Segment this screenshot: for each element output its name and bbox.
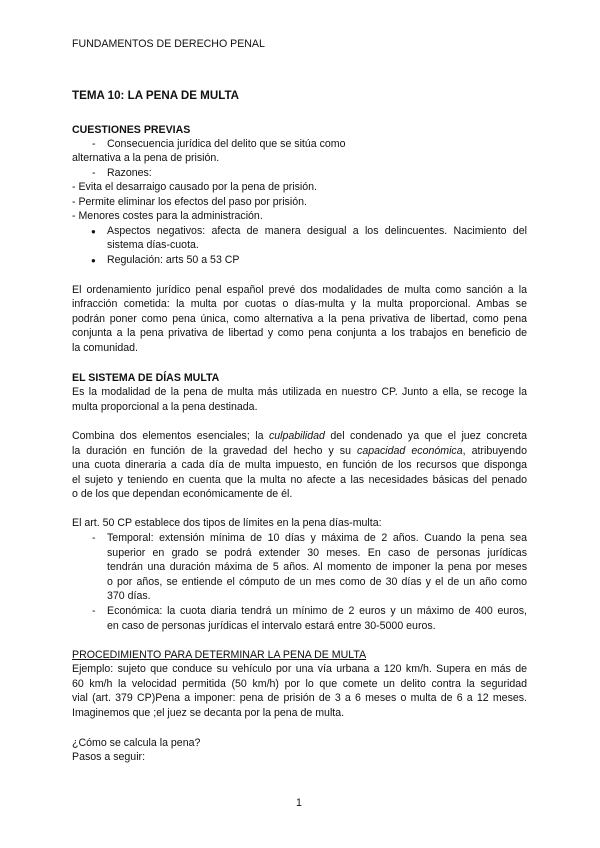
- paragraph-line-culpabilidad: Combina dos elementos esenciales; la culpabilidad del condenado ya que el juez concreta: [72, 430, 527, 442]
- section-heading-procedimiento: PROCEDIMIENTO PARA DETERMINAR LA PENA DE MULTA: [72, 649, 367, 661]
- list-item-consecuencia: Consecuencia jurídica del delito que se sitúa como: [107, 138, 346, 150]
- limit-temporal-line: Temporal: extensión mínima de 10 días y máxima de 2 años. Cuando la pena sea: [107, 532, 527, 544]
- paragraph-line: conjunta a la pena privativa de libertad y como pena conjunta a los trabajos en beneficio de: [72, 327, 527, 339]
- document-title: TEMA 10: LA PENA DE MULTA: [72, 89, 240, 102]
- section-heading-cuestiones: CUESTIONES PREVIAS: [72, 124, 191, 136]
- paragraph-line: El ordenamiento jurídico penal español prevé dos modalidades de multa como sanción a la: [72, 284, 527, 296]
- list-item-razones: Razones:: [107, 167, 152, 179]
- list-dash: -: [92, 532, 96, 544]
- running-header: FUNDAMENTOS DE DERECHO PENAL: [72, 38, 265, 50]
- list-dash: -: [92, 605, 96, 617]
- example-line: Imaginemos que ;el juez se decanta por la pena de multa.: [72, 707, 345, 719]
- paragraph-line: infracción cometida: la multa por cuotas o días-multa y la multa proporcional. Ambas se: [72, 298, 527, 310]
- limit-economica-line: Económica: la cuota diaria tendrá un mínimo de 2 euros y un máximo de 400 euros,: [107, 605, 527, 617]
- list-item-consecuencia-cont: alternativa a la pena de prisión.: [72, 152, 220, 164]
- limit-economica-line: en caso de personas jurídicas el intervalo estará entre 30-5000 euros.: [107, 620, 436, 632]
- question-line: ¿Cómo se calcula la pena?: [72, 737, 201, 749]
- paragraph-line: el sujeto y teniendo en cuenta que la multa no afecte a las necesidades básicas del penado: [72, 474, 527, 486]
- bullet-item-regulacion: Regulación: arts 50 a 53 CP: [107, 254, 240, 266]
- bullet-item-aspectos: Aspectos negativos: afecta de manera desigual a los delincuentes. Nacimiento del: [107, 225, 527, 237]
- paragraph-line: o de los que dependan económicamente de él.: [72, 488, 293, 500]
- section-heading-dias-multa: EL SISTEMA DE DÍAS MULTA: [72, 372, 220, 384]
- bullet-icon: ●: [91, 227, 96, 236]
- limit-temporal-line: superior en grado se podrá extender 30 meses. En caso de personas jurídicas: [107, 547, 527, 559]
- paragraph-line: la comunidad.: [72, 342, 138, 354]
- paragraph-line-capacidad: la duración en función de la gravedad del hecho y su capacidad económica, atribuyendo: [72, 445, 527, 457]
- emphasis-culpabilidad: culpabilidad: [268, 430, 325, 442]
- paragraph-line: multa proporcional a la pena destinada.: [72, 401, 258, 413]
- page-number: 1: [296, 797, 302, 809]
- limit-temporal-line: 370 días.: [107, 590, 151, 602]
- bullet-item-aspectos-cont: sistema días-cuota.: [107, 239, 199, 251]
- reason-line: - Menores costes para la administración.: [72, 210, 263, 222]
- limit-temporal-line: tendrán una duración máxima de 5 años. Al momento de imponer la pena por meses: [107, 561, 527, 573]
- example-line: vial (art. 379 CP)Pena a imponer: pena de prisión de 3 a 6 meses o multa de 6 a 12 meses.: [72, 692, 527, 704]
- limit-temporal-line: o por años, se entiende el cómputo de un mes como de 30 días y el de un año como: [107, 576, 527, 588]
- paragraph-line: Es la modalidad de la pena de multa más utilizada en nuestro CP. Junto a ella, se recoge la: [72, 386, 527, 398]
- list-dash: -: [92, 167, 96, 179]
- emphasis-capacidad-economica: capacidad económica: [357, 445, 463, 457]
- steps-line: Pasos a seguir:: [72, 751, 146, 763]
- example-line: Ejemplo: sujeto que conduce su vehículo por una vía urbana a 120 km/h. Supera en más de: [72, 663, 527, 675]
- paragraph-line: El art. 50 CP establece dos tipos de límites en la pena días-multa:: [72, 517, 382, 529]
- reason-line: - Evita el desarraigo causado por la pena de prisión.: [72, 181, 317, 193]
- paragraph-line: una cuota dineraria a cada día de multa impuesto, en función de los recursos que disponga: [72, 459, 527, 471]
- list-dash: -: [92, 138, 96, 150]
- bullet-icon: ●: [91, 256, 96, 265]
- paragraph-line: podrán poner como pena única, como alternativa a la pena privativa de libertad, como pena: [72, 313, 527, 325]
- reason-line: - Permite eliminar los efectos del paso por prisión.: [72, 196, 307, 208]
- example-line: 60 km/h la velocidad permitida (50 km/h) por lo que comete un delito contra la seguridad: [72, 678, 527, 690]
